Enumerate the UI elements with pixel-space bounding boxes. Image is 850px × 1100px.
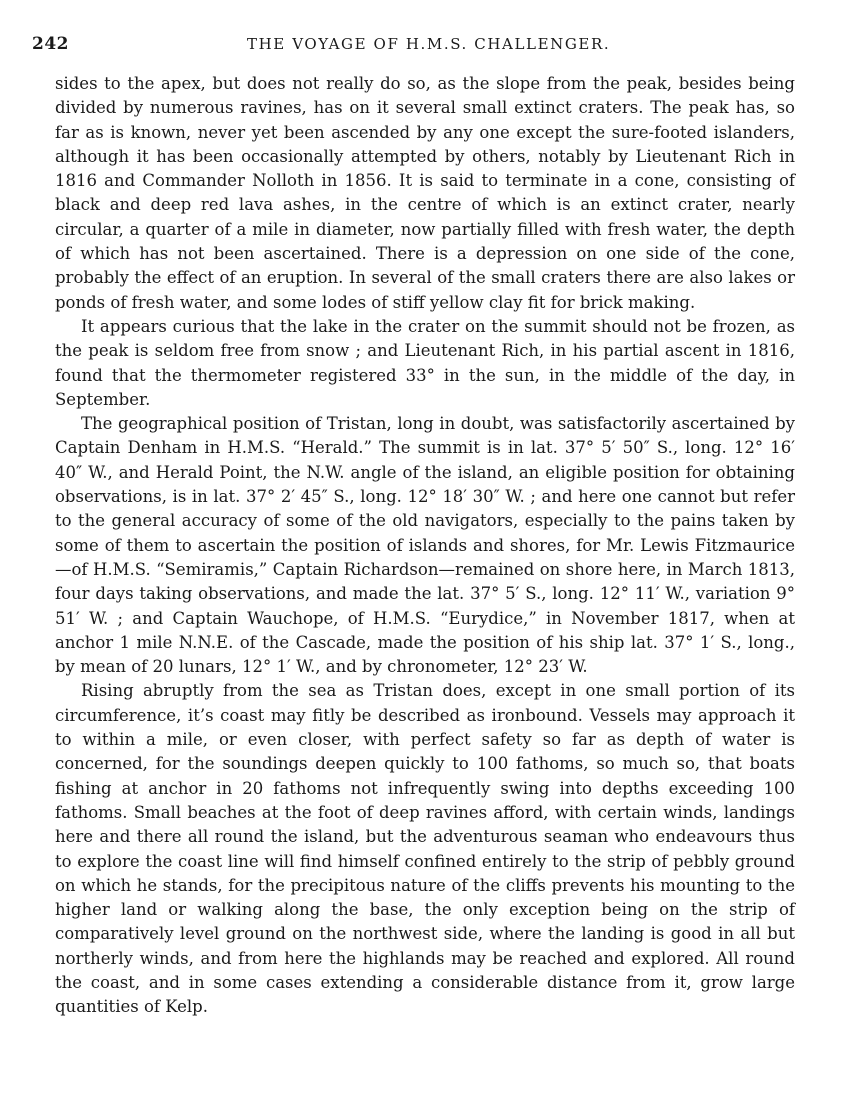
- body-text: [55, 72, 795, 1020]
- paragraph-crater-description: sides to the apex, but does not really do so, as the slope from the peak, besides being divided by numerous ravines, has on it several small extinct craters. The peak has, so far as is known, never yet been ascended by any one except the sure-footed islanders, although it has been occasionally attempted by others, notably by Lieutenant Rich in 1816 and Commander Nolloth in 1856. It is said to terminate in a cone, consisting of black and deep red lava ashes, in the centre of which is an extinct crater, nearly circular, a quarter of a mile in diameter, now partially filled with fresh water, the depth of which has not been ascertained. There is a depression on one side of the cone, probably the effect of an eruption. In several of the small craters there are also lakes or ponds of fresh water, and some lodes of stiff yellow clay fit for brick making.: [55, 74, 795, 312]
- page-number: 242: [32, 34, 69, 54]
- paragraph-coastline: Rising abruptly from the sea as Tristan does, except in one small portion of its circumference, it’s coast may fitly be described as ironbound. Vessels may approach it to within a mile, or even closer, with perfect safety so far as depth of water is concerned, for the soundings deepen quickly to 100 fathoms, so much so, that boats fishing at anchor in 20 fathoms not infrequently swing into depths exceeding 100 fathoms. Small beaches at the foot of deep ravines afford, with certain winds, landings here and there all round the island, but the adventurous seaman who endeavours thus to explore the coast line will find himself confined entirely to the strip of pebbly ground on which he stands, for the precipitous nature of the cliffs prevents his mounting to the higher land or walking along the base, the only exception being on the strip of comparatively level ground on the northwest side, where the landing is good in all but northerly winds, and from here the highlands may be reached and explored. All round the coast, and in some cases extending a considerable distance from it, grow large quantities of Kelp.: [55, 681, 795, 1017]
- running-title: THE VOYAGE OF H.M.S. CHALLENGER.: [247, 35, 611, 53]
- running-header: [32, 34, 802, 58]
- paragraph-geographical-position: The geographical position of Tristan, long in doubt, was satisfactorily ascertained by Captain Denham in H.M.S. “Herald.” The summit is in lat. 37° 5′ 50″ S., long. 12° 16′ 40″ W., and Herald Point, the N.W. angle of the island, an eligible position for obtaining observations, is in lat. 37° 2′ 45″ S., long. 12° 18′ 30″ W. ; and here one cannot but refer to the general accuracy of some of the old navigators, especially to the pains taken by some of them to ascertain the position of islands and shores, for Mr. Lewis Fitzmaurice—of H.M.S. “Semiramis,” Captain Richardson—remained on shore here, in March 1813, four days taking observations, and made the lat. 37° 5′ S., long. 12° 11′ W., variation 9° 51′ W. ; and Captain Wauchope, of H.M.S. “Eurydice,” in November 1817, when at anchor 1 mile N.N.E. of the Cascade, made the position of his ship lat. 37° 1′ S., long., by mean of 20 lunars, 12° 1′ W., and by chronometer, 12° 23′ W.: [55, 414, 795, 677]
- paragraph-lake-in-crater: It appears curious that the lake in the crater on the summit should not be frozen, as the peak is seldom free from snow ; and Lieutenant Rich, in his partial ascent in 1816, found that the thermometer registered 33° in the sun, in the middle of the day, in September.: [55, 316, 795, 409]
